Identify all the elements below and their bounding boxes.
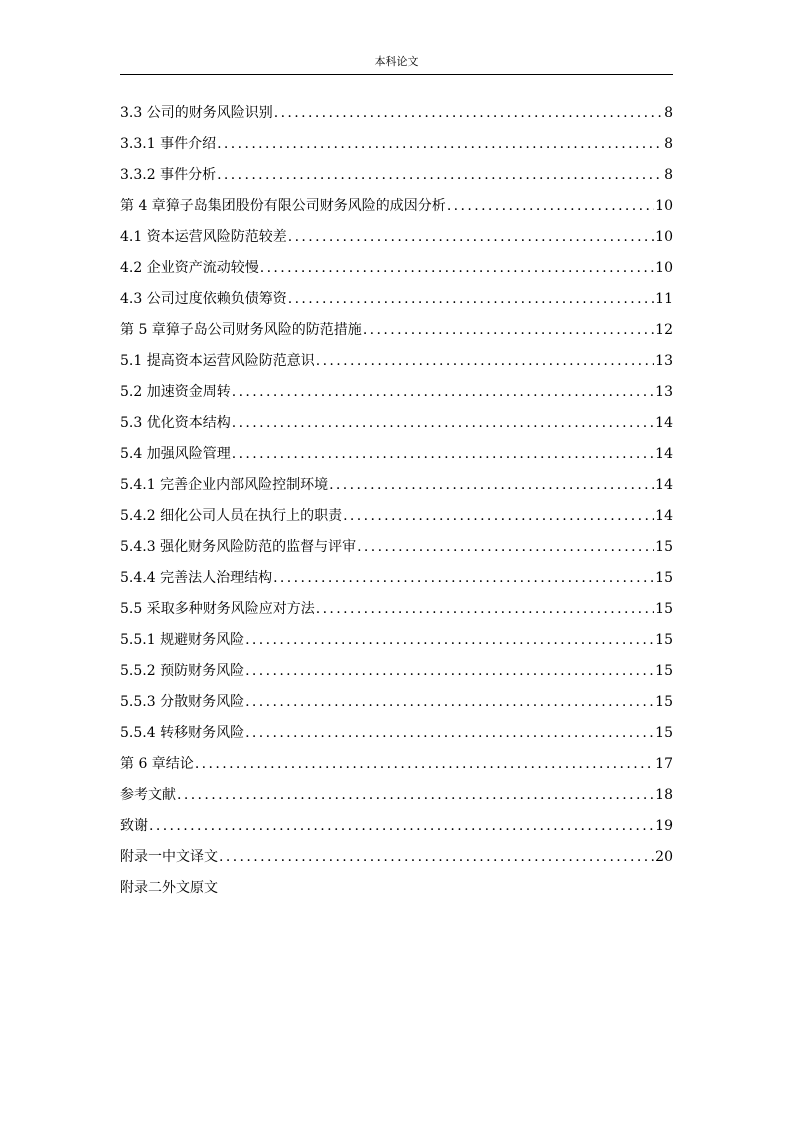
toc-entry[interactable] xyxy=(120,718,673,749)
toc-entry-page: 15 xyxy=(655,601,673,617)
toc-entry-page: 10 xyxy=(655,198,673,214)
toc-entry-label: 4.1 资本运营风险防范较差 xyxy=(120,229,287,245)
toc-entry[interactable] xyxy=(120,98,673,129)
toc-entry-label: 5.4.2 细化公司人员在执行上的职责 xyxy=(120,508,343,524)
toc-leader-dots xyxy=(274,98,663,129)
toc-entry-page: 8 xyxy=(664,105,673,121)
toc-leader-dots xyxy=(245,625,654,656)
toc-entry-label: 5.5 采取多种财务风险应对方法 xyxy=(120,601,315,617)
toc-entry[interactable] xyxy=(120,377,673,408)
toc-entry-label: 附录二外文原文 xyxy=(120,880,218,896)
table-of-contents xyxy=(120,98,673,904)
toc-leader-dots xyxy=(316,346,654,377)
toc-entry-page: 20 xyxy=(655,849,673,865)
toc-entry[interactable] xyxy=(120,625,673,656)
toc-entry-page: 18 xyxy=(655,787,673,803)
toc-entry-label: 5.1 提高资本运营风险防范意识 xyxy=(120,353,315,369)
toc-entry[interactable] xyxy=(120,346,673,377)
toc-entry-label: 5.5.4 转移财务风险 xyxy=(120,725,245,741)
toc-leader-dots xyxy=(288,284,654,315)
toc-entry[interactable] xyxy=(120,532,673,563)
toc-leader-dots xyxy=(232,439,654,470)
toc-entry-page: 12 xyxy=(655,322,673,338)
toc-entry-label: 3.3.1 事件介绍 xyxy=(120,136,217,152)
toc-leader-dots xyxy=(343,501,654,532)
toc-entry[interactable] xyxy=(120,594,673,625)
toc-entry[interactable] xyxy=(120,315,673,346)
toc-entry-label: 5.5.1 规避财务风险 xyxy=(120,632,245,648)
toc-entry-label: 5.5.2 预防财务风险 xyxy=(120,663,245,679)
toc-entry-page: 15 xyxy=(655,694,673,710)
toc-entry-page: 15 xyxy=(655,632,673,648)
toc-entry-label: 5.4.4 完善法人治理结构 xyxy=(120,570,273,586)
toc-leader-dots xyxy=(219,842,654,873)
toc-entry-label: 5.4.3 强化财务风险防范的监督与评审 xyxy=(120,539,357,555)
toc-leader-dots xyxy=(316,594,654,625)
toc-entry[interactable] xyxy=(120,408,673,439)
toc-entry[interactable] xyxy=(120,160,673,191)
toc-entry-page: 15 xyxy=(655,663,673,679)
toc-leader-dots xyxy=(260,253,654,284)
toc-entry-page: 11 xyxy=(655,291,673,307)
toc-entry[interactable] xyxy=(120,253,673,284)
toc-entry-page: 14 xyxy=(655,508,673,524)
toc-entry[interactable] xyxy=(120,191,673,222)
toc-leader-dots xyxy=(177,780,654,811)
toc-entry-label: 第 6 章结论 xyxy=(120,756,194,772)
toc-entry-page: 14 xyxy=(655,477,673,493)
toc-entry[interactable] xyxy=(120,563,673,594)
toc-entry-label: 5.3 优化资本结构 xyxy=(120,415,231,431)
toc-entry-page: 13 xyxy=(655,384,673,400)
toc-entry-page: 8 xyxy=(664,136,673,152)
toc-leader-dots xyxy=(447,191,654,222)
toc-entry-page: 19 xyxy=(655,818,673,834)
toc-entry-page: 15 xyxy=(655,725,673,741)
toc-entry-label: 4.2 企业资产流动较慢 xyxy=(120,260,259,276)
toc-leader-dots xyxy=(357,532,654,563)
toc-entry[interactable] xyxy=(120,780,673,811)
toc-entry-label: 第 4 章獐子岛集团股份有限公司财务风险的成因分析 xyxy=(120,198,446,214)
toc-entry-label: 致谢 xyxy=(120,818,148,834)
toc-entry[interactable] xyxy=(120,656,673,687)
toc-leader-dots xyxy=(245,718,654,749)
toc-entry-label: 5.4 加强风险管理 xyxy=(120,446,231,462)
toc-entry-page: 10 xyxy=(655,260,673,276)
toc-entry-label: 5.4.1 完善企业内部风险控制环境 xyxy=(120,477,329,493)
toc-entry-page: 8 xyxy=(664,167,673,183)
toc-leader-dots xyxy=(273,563,654,594)
toc-leader-dots xyxy=(288,222,654,253)
toc-entry[interactable] xyxy=(120,222,673,253)
toc-entry-page: 17 xyxy=(655,756,673,772)
toc-leader-dots xyxy=(245,656,654,687)
toc-leader-dots xyxy=(217,129,663,160)
toc-entry-label: 第 5 章獐子岛公司财务风险的防范措施 xyxy=(120,322,362,338)
toc-leader-dots xyxy=(329,470,654,501)
toc-leader-dots xyxy=(232,408,654,439)
toc-entry[interactable] xyxy=(120,873,673,904)
toc-entry[interactable] xyxy=(120,284,673,315)
toc-entry-page: 14 xyxy=(655,415,673,431)
toc-entry-label: 附录一中文译文 xyxy=(120,849,218,865)
toc-entry-label: 参考文献 xyxy=(120,787,176,803)
toc-entry[interactable] xyxy=(120,749,673,780)
toc-entry-page: 13 xyxy=(655,353,673,369)
toc-entry[interactable] xyxy=(120,439,673,470)
header-title: 本科论文 xyxy=(374,55,419,68)
toc-leader-dots xyxy=(363,315,654,346)
toc-entry-page: 15 xyxy=(655,539,673,555)
toc-entry[interactable] xyxy=(120,842,673,873)
toc-entry-label: 4.3 公司过度依赖负债筹资 xyxy=(120,291,287,307)
toc-entry-label: 5.2 加速资金周转 xyxy=(120,384,231,400)
toc-entry[interactable] xyxy=(120,687,673,718)
toc-entry-label: 3.3 公司的财务风险识别 xyxy=(120,105,273,121)
toc-leader-dots xyxy=(232,377,654,408)
toc-leader-dots xyxy=(217,160,663,191)
toc-leader-dots xyxy=(149,811,654,842)
toc-entry[interactable] xyxy=(120,811,673,842)
toc-entry-label: 3.3.2 事件分析 xyxy=(120,167,217,183)
toc-leader-dots xyxy=(245,687,654,718)
page-header xyxy=(120,54,673,75)
toc-entry[interactable] xyxy=(120,129,673,160)
toc-entry-page: 10 xyxy=(655,229,673,245)
toc-entry[interactable] xyxy=(120,470,673,501)
toc-entry-label: 5.5.3 分散财务风险 xyxy=(120,694,245,710)
toc-leader-dots xyxy=(195,749,654,780)
toc-entry-page: 14 xyxy=(655,446,673,462)
toc-entry-page: 15 xyxy=(655,570,673,586)
toc-entry[interactable] xyxy=(120,501,673,532)
